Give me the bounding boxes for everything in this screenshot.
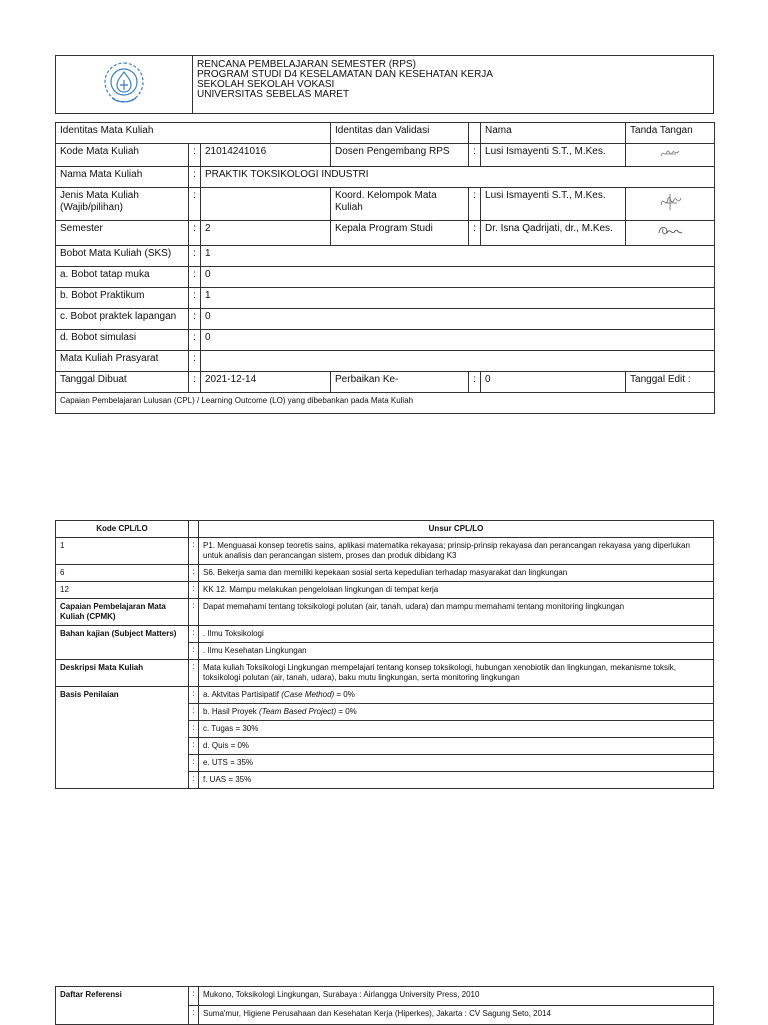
nama-mk-value: PRAKTIK TOKSIKOLOGI INDUSTRI — [201, 167, 715, 188]
document-header — [55, 55, 714, 114]
basis-item-c: c. Tugas = 30% — [199, 721, 714, 738]
perbaikan-value: 0 — [481, 372, 626, 393]
identitas-header: Identitas Mata Kuliah — [56, 123, 331, 144]
table-row — [56, 582, 714, 599]
colon: : — [189, 987, 199, 1006]
dosen-name: Lusi Ismayenti S.T., M.Kes. — [481, 144, 626, 167]
colon: : — [469, 372, 481, 393]
ttd-header: Tanda Tangan — [626, 123, 715, 144]
bahan-item: . Ilmu Toksikologi — [199, 626, 714, 643]
signature-cell — [626, 221, 715, 246]
dosen-label: Dosen Pengembang RPS — [331, 144, 469, 167]
basis-b-method: (Team Based Project) — [259, 707, 337, 716]
prasyarat-value — [201, 351, 715, 372]
basis-item-b — [199, 704, 714, 721]
tanggal-edit-label: Tanggal Edit : — [626, 372, 715, 393]
kode-value: 21014241016 — [201, 144, 331, 167]
colon: : — [189, 1006, 199, 1025]
simulasi-label: d. Bobot simulasi — [56, 330, 189, 351]
basis-item-a — [199, 687, 714, 704]
colon: : — [189, 755, 199, 772]
semester-label: Semester — [56, 221, 189, 246]
basis-a-suffix: = 0% — [334, 690, 355, 699]
cpl-unsur: P1. Menguasai konsep teoretis sains, aplikasi matematika rekayasa; prinsip-prinsip rekayasa dan perancangan rekayasa yang diperlukan untuk analisis dan perancangan sistem, proses dan produk dibidang K3 — [199, 538, 714, 565]
colon: : — [189, 626, 199, 643]
cpl-kode: 1 — [56, 538, 189, 565]
colon: : — [469, 144, 481, 167]
lapangan-label: c. Bobot praktek lapangan — [56, 309, 189, 330]
colon: : — [189, 372, 201, 393]
nama-header: Nama — [481, 123, 626, 144]
colon: : — [189, 167, 201, 188]
basis-item-e: e. UTS = 35% — [199, 755, 714, 772]
simulasi-value: 0 — [201, 330, 715, 351]
basis-a-prefix: a. Aktvitas Partisipatif — [203, 690, 282, 699]
colon: : — [189, 738, 199, 755]
colon: : — [189, 351, 201, 372]
bahan-label: Bahan kajian (Subject Matters) — [56, 626, 189, 660]
deskripsi-value: Mata kuliah Toksikologi Lingkungan mempelajari tentang konsep toksikologi, hubungan xenobiotik dan lingkungan, mekanisme toksik, toksikologi polutan (air, tanah, udara), baku mutu lingkungan, serta monitoring lingkungan — [199, 660, 714, 687]
signature-cell — [626, 144, 715, 167]
colon: : — [469, 221, 481, 246]
nama-mk-label: Nama Mata Kuliah — [56, 167, 189, 188]
praktikum-label: b. Bobot Praktikum — [56, 288, 189, 309]
table-row — [56, 538, 714, 565]
referensi-item: Mukono, Toksikologi Lingkungan, Surabaya : Airlangga University Press, 2010 — [199, 987, 714, 1006]
colon: : — [189, 188, 201, 221]
colon: : — [189, 704, 199, 721]
colon: : — [189, 538, 199, 565]
signature-cell — [626, 188, 715, 221]
colon: : — [469, 188, 481, 221]
kaprodi-name: Dr. Isna Qadrijati, dr., M.Kes. — [481, 221, 626, 246]
kode-cpl-header: Kode CPL/LO — [56, 521, 189, 538]
tatap-value: 0 — [201, 267, 715, 288]
signature-icon — [656, 191, 684, 213]
header-line-3: SEKOLAH SEKOLAH VOKASI — [197, 79, 335, 90]
basis-b-suffix: = 0% — [336, 707, 357, 716]
colon: : — [189, 660, 199, 687]
identity-table — [55, 122, 715, 414]
basis-item-d: d. Quis = 0% — [199, 738, 714, 755]
header-line-1: RENCANA PEMBELAJARAN SEMESTER (RPS) — [197, 59, 416, 70]
cpl-table — [55, 520, 714, 789]
university-seal-icon — [100, 60, 148, 106]
cpmk-label: Capaian Pembelajaran Mata Kuliah (CPMK) — [56, 599, 189, 626]
signature-icon — [655, 223, 685, 239]
cpl-unsur: S6. Bekerja sama dan memiliki kepekaan sosial serta kepedulian terhadap masyarakat dan lingkungan — [199, 565, 714, 582]
bobot-value: 1 — [201, 246, 715, 267]
jenis-label: Jenis Mata Kuliah (Wajib/pilihan) — [56, 188, 189, 221]
tanggal-label: Tanggal Dibuat — [56, 372, 189, 393]
table-row — [56, 565, 714, 582]
colon: : — [189, 288, 201, 309]
colon: : — [189, 582, 199, 599]
basis-item-f: f. UAS = 35% — [199, 772, 714, 789]
bobot-label: Bobot Mata Kuliah (SKS) — [56, 246, 189, 267]
colon: : — [189, 772, 199, 789]
basis-a-method: (Case Method) — [281, 690, 335, 699]
referensi-label: Daftar Referensi — [56, 987, 189, 1025]
basis-label: Basis Penilaian — [56, 687, 189, 789]
bahan-item: . Ilmu Kesehatan Lingkungan — [199, 643, 714, 660]
header-title-block — [193, 56, 714, 114]
colon: : — [189, 643, 199, 660]
cpl-unsur: KK 12. Mampu melakukan pengelolaan lingkungan di tempat kerja — [199, 582, 714, 599]
unsur-cpl-header: Unsur CPL/LO — [199, 521, 714, 538]
colon: : — [189, 687, 199, 704]
colon: : — [189, 599, 199, 626]
deskripsi-label: Deskripsi Mata Kuliah — [56, 660, 189, 687]
colon: : — [189, 309, 201, 330]
referensi-table — [55, 986, 714, 1025]
tanggal-value: 2021-12-14 — [201, 372, 331, 393]
jenis-value — [201, 188, 331, 221]
colon: : — [189, 330, 201, 351]
praktikum-value: 1 — [201, 288, 715, 309]
cpl-caption: Capaian Pembelajaran Lulusan (CPL) / Learning Outcome (LO) yang dibebankan pada Mata Kuliah — [56, 393, 715, 414]
tatap-label: a. Bobot tatap muka — [56, 267, 189, 288]
lapangan-value: 0 — [201, 309, 715, 330]
colon: : — [189, 267, 201, 288]
colon: : — [189, 721, 199, 738]
kode-label: Kode Mata Kuliah — [56, 144, 189, 167]
cpl-kode: 6 — [56, 565, 189, 582]
colon: : — [189, 144, 201, 167]
logo-cell — [56, 56, 193, 114]
referensi-item: Suma'mur, Higiene Perusahaan dan Kesehatan Kerja (Hiperkes), Jakarta : CV Sagung Seto, 2014 — [199, 1006, 714, 1025]
koord-name: Lusi Ismayenti S.T., M.Kes. — [481, 188, 626, 221]
cpl-kode: 12 — [56, 582, 189, 599]
cpmk-value: Dapat memahami tentang toksikologi polutan (air, tanah, udara) dan mampu memahami tentang monitoring lingkungan — [199, 599, 714, 626]
colon: : — [189, 246, 201, 267]
signature-icon — [658, 146, 682, 160]
colon: : — [189, 221, 201, 246]
semester-value: 2 — [201, 221, 331, 246]
header-line-4: UNIVERSITAS SEBELAS MARET — [197, 89, 350, 100]
basis-b-prefix: b. Hasil Proyek — [203, 707, 260, 716]
header-line-2: PROGRAM STUDI D4 KESELAMATAN DAN KESEHATAN KERJA — [197, 69, 493, 80]
koord-label: Koord. Kelompok Mata Kuliah — [331, 188, 469, 221]
colon: : — [189, 565, 199, 582]
perbaikan-label: Perbaikan Ke- — [331, 372, 469, 393]
prasyarat-label: Mata Kuliah Prasyarat — [56, 351, 189, 372]
validasi-header: Identitas dan Validasi — [331, 123, 469, 144]
kaprodi-label: Kepala Program Studi — [331, 221, 469, 246]
